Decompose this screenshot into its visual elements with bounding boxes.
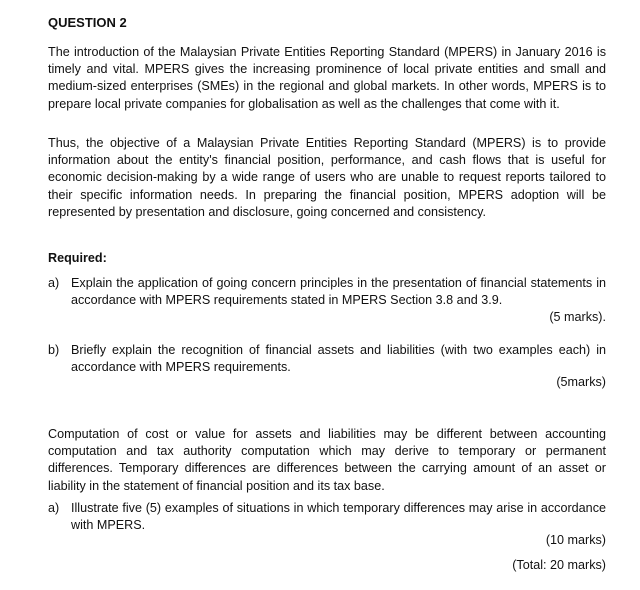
intro-paragraph-1: The introduction of the Malaysian Private Entities Reporting Standard (MPERS) in January 2016 is timely and vital. MPERS gives the increasing prominence of local private entities and small and medium-sized enterprises (SMEs) in the regional and global markets. In other words, MPERS is to prepare local private companies for globalisation as well as the challenges that come with it.: [48, 45, 606, 111]
total-marks: (Total: 20 marks): [512, 558, 606, 572]
part-a-label: a): [48, 276, 60, 290]
part-c-question: [48, 500, 606, 534]
part-a-marks: (5 marks).: [549, 310, 606, 324]
part-c-text: Illustrate five (5) examples of situations in which temporary differences may arise in accordance with MPERS.: [71, 501, 606, 533]
part-b-label: b): [48, 343, 60, 357]
part-b-marks: (5marks): [556, 375, 606, 389]
part-c-marks: (10 marks): [545, 533, 606, 547]
part-b-question: [48, 342, 606, 376]
part-a-question: [48, 275, 606, 309]
intro-paragraph-2: Thus, the objective of a Malaysian Private Entities Reporting Standard (MPERS) is to provide information about the entity's financial position, performance, and cash flows that is useful for economic decision-making by a wide range of users who are unable to request reports tailored to their specific information needs. In preparing the financial position, MPERS adoption will be represented by presentation and disclosure, going concerned and consistency.: [48, 136, 606, 219]
question-title: QUESTION 2: [48, 15, 127, 30]
required-heading: Required:: [48, 251, 107, 265]
part-a-text: Explain the application of going concern principles in the presentation of financial statements in accordance with MPERS requirements stated in MPERS Section 3.8 and 3.9.: [71, 276, 606, 308]
paragraph-3: Computation of cost or value for assets and liabilities may be different between accounting computation and tax authority computation which may derive to temporary or permanent differences. Temporary differences are differences between the carrying amount of an asset or liability in the statement of financial position and its tax base.: [48, 427, 606, 493]
part-b-text: Briefly explain the recognition of financial assets and liabilities (with two examples each) in accordance with MPERS requirements.: [71, 343, 606, 375]
part-c-label: a): [48, 501, 60, 515]
